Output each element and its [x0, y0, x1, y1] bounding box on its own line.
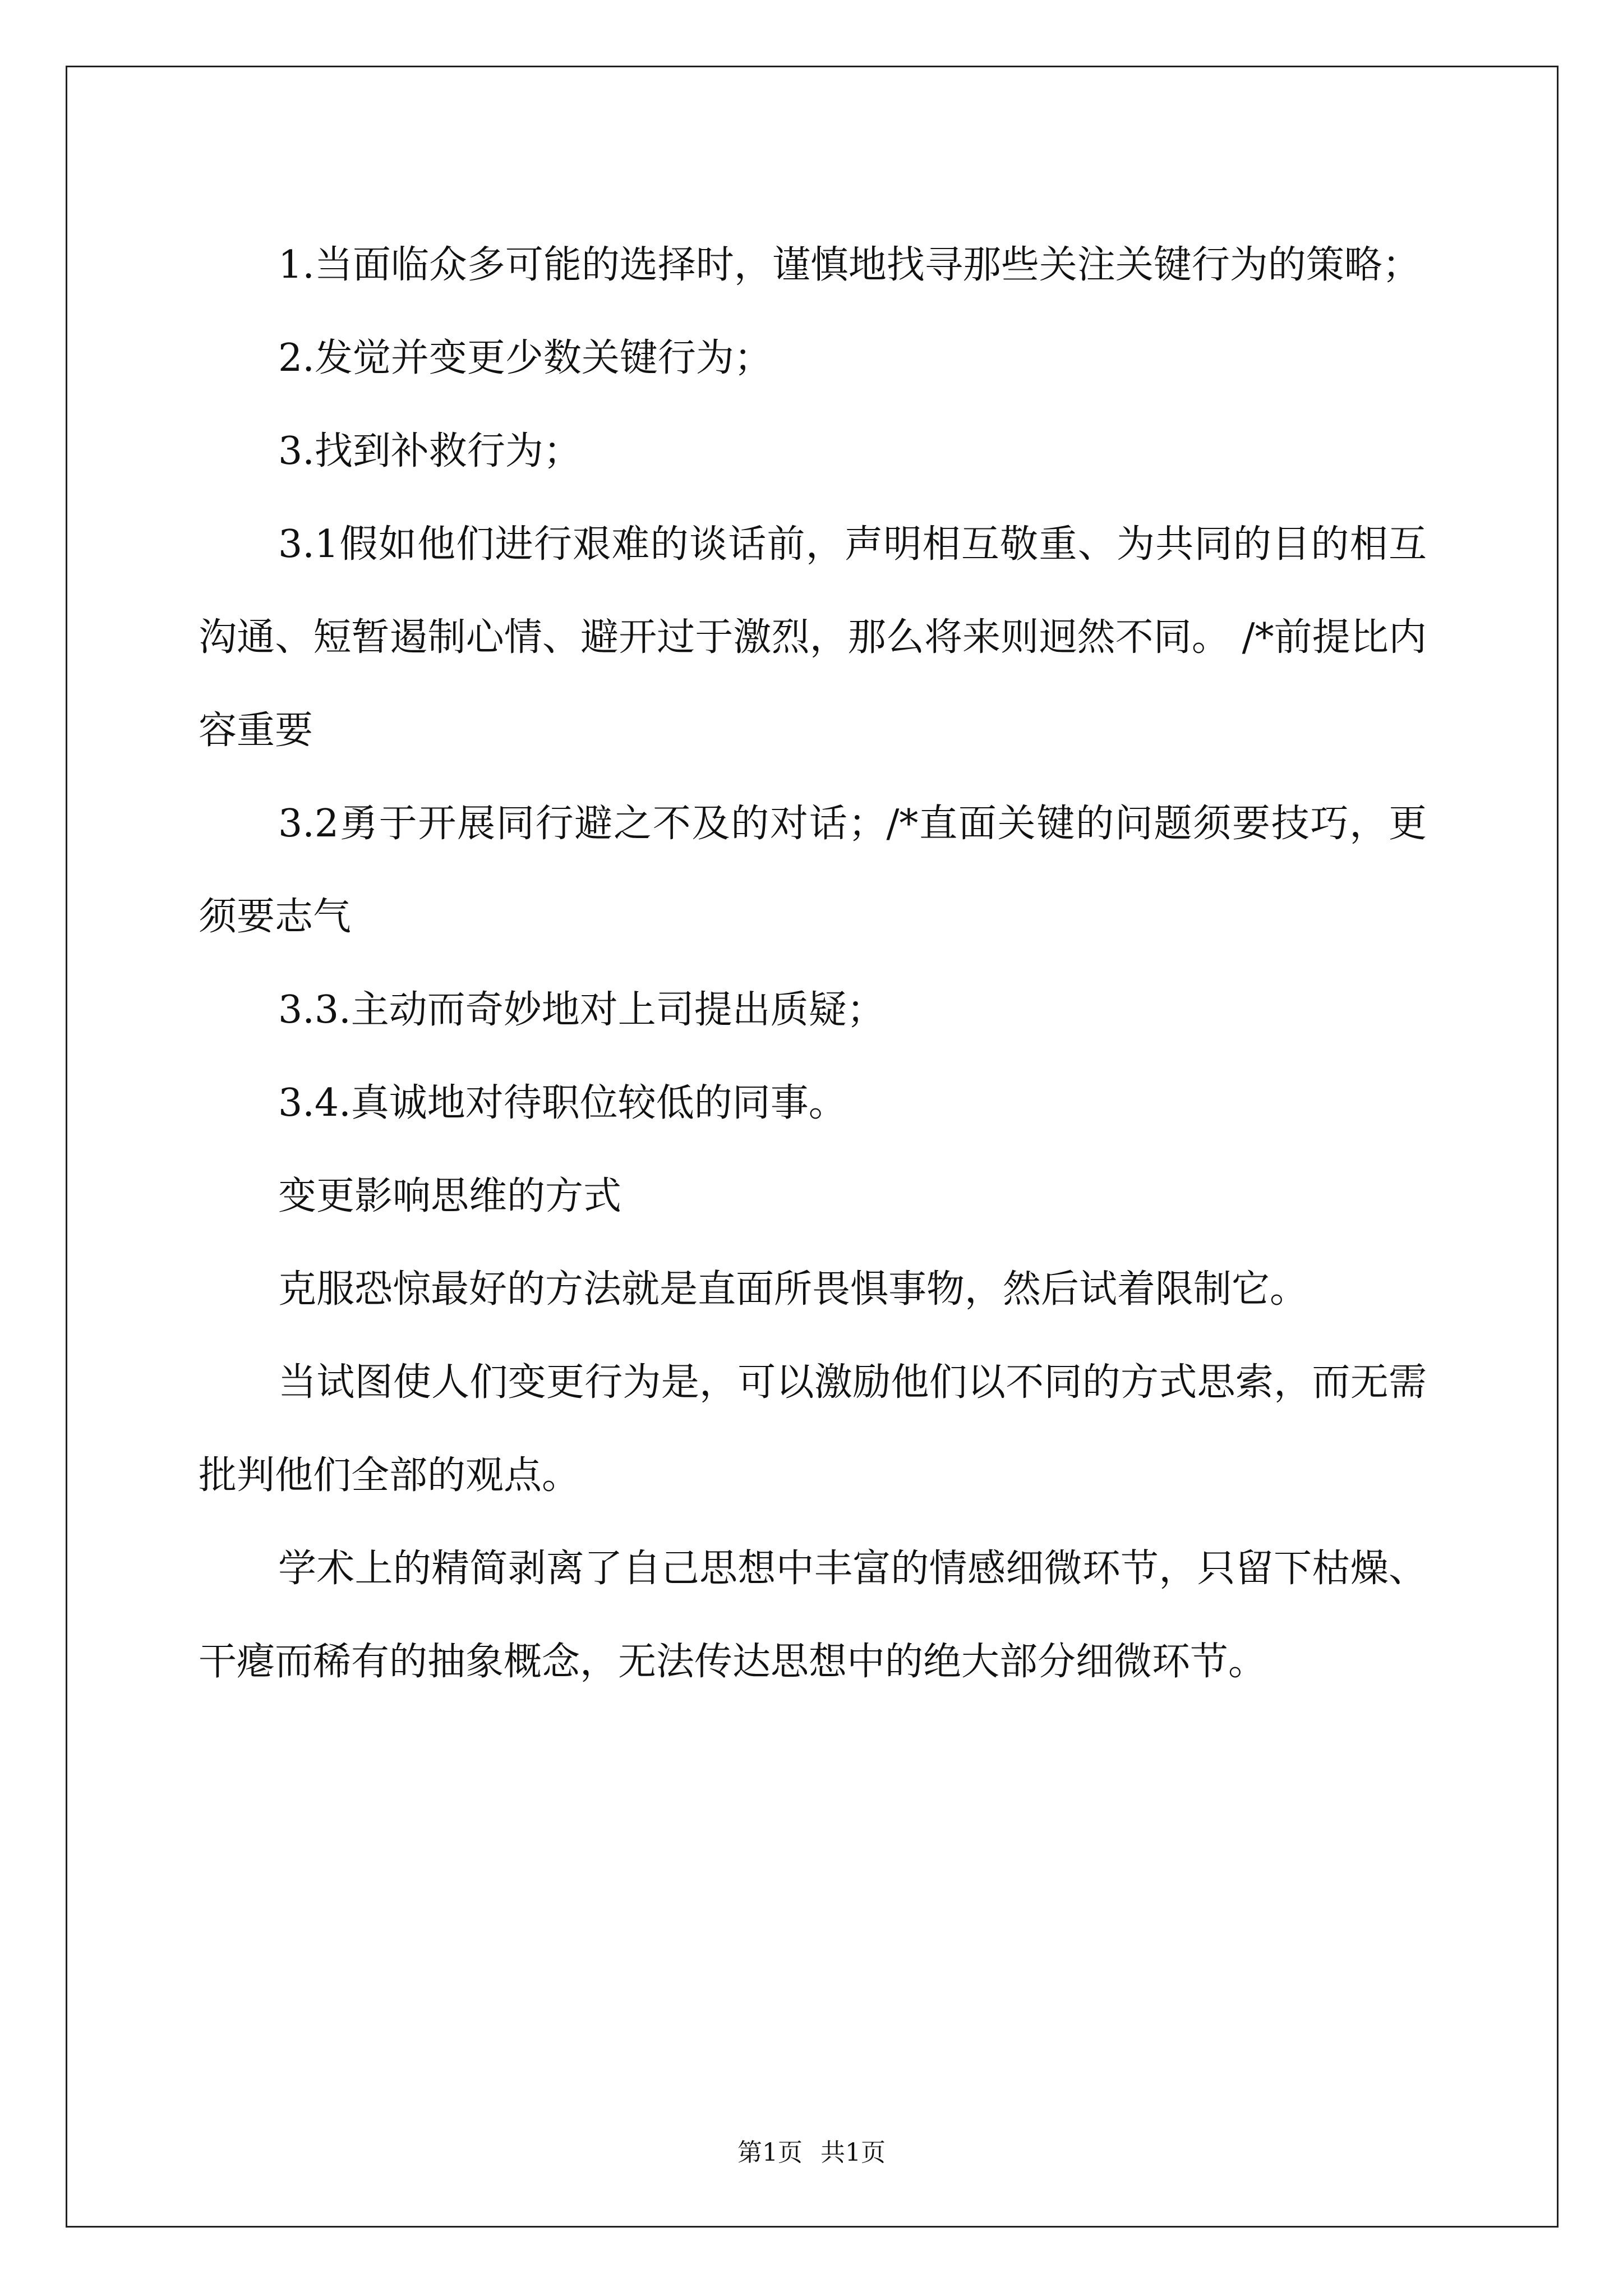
paragraph-10: 学术上的精简剥离了自己思想中丰富的情感细微环节，只留下枯燥、干瘪而稀有的抽象概念，无法传达思想中的绝大部分细微环节。 [199, 1547, 1427, 1684]
paragraph-1: 1.当面临众多可能的选择时，谨慎地找寻那些关注关键行为的策略； [278, 243, 1421, 287]
page-total: 共1页 [820, 2138, 886, 2167]
paragraph-9: 当试图使人们变更行为是，可以激励他们以不同的方式思索，而无需批判他们全部的观点。 [199, 1360, 1427, 1498]
paragraph-7: 3.4.真诚地对待职位较低的同事。 [278, 1081, 847, 1125]
paragraph-3: 3.找到补救行为； [278, 429, 582, 473]
page-footer [0, 2136, 1623, 2170]
section-heading: 变更影响思维的方式 [278, 1174, 622, 1218]
paragraph-5: 3.2勇于开展同行避之不及的对话；/*直面关键的问题须要技巧，更须要志气 [199, 802, 1427, 939]
paragraph-4: 3.1假如他们进行艰难的谈话前，声明相互敬重、为共同的目的相互沟通、短暂遏制心情、避开过于激烈，那么将来则迥然不同。 /*前提比内容重要 [199, 522, 1427, 753]
paragraph-8: 克服恐惊最好的方法就是直面所畏惧事物，然后试着限制它。 [278, 1267, 1308, 1312]
paragraph-2: 2.发觉并变更少数关键行为； [278, 336, 772, 380]
page-number: 第1页 [737, 2138, 803, 2167]
paragraph-6: 3.3.主动而奇妙地对上司提出质疑； [278, 988, 885, 1032]
document-body [199, 219, 1427, 1709]
